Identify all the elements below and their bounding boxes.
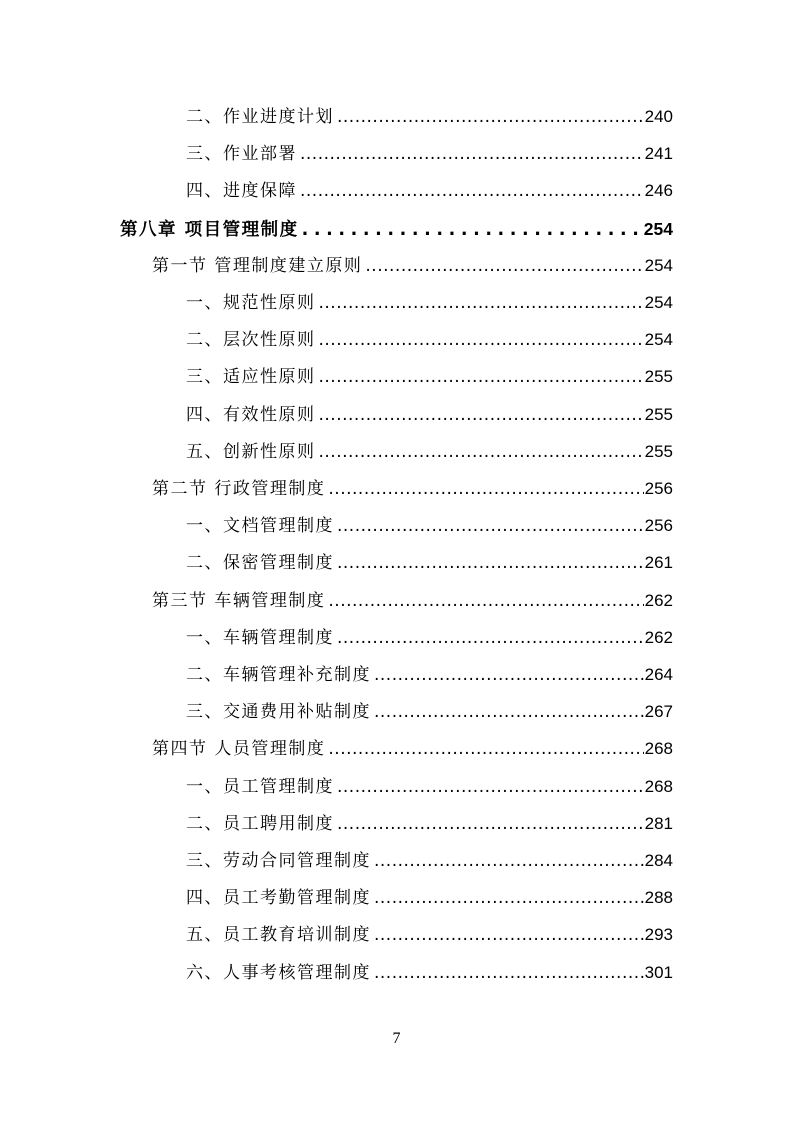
toc-entry-page: 261 — [644, 553, 673, 573]
dot-leader — [374, 920, 644, 950]
toc-entry-page: 284 — [644, 851, 673, 870]
dot-leader — [374, 846, 644, 876]
toc-entry-item[interactable] — [186, 697, 673, 727]
toc-entry-title: 一、员工管理制度 — [186, 776, 334, 797]
toc-entry-item[interactable] — [186, 548, 673, 578]
toc-entry-page: 256 — [644, 516, 673, 536]
toc-entry-chapter[interactable] — [120, 214, 673, 244]
dot-leader — [319, 400, 644, 430]
toc-entry-item[interactable] — [186, 437, 673, 467]
toc-entry-title: 二、作业进度计划 — [186, 107, 334, 127]
dot-leader — [328, 586, 643, 616]
toc-entry-page: 255 — [644, 404, 673, 424]
toc-entry-page: 301 — [644, 962, 673, 982]
toc-entry-page: 293 — [644, 925, 673, 945]
toc-entry-item[interactable] — [186, 772, 673, 802]
dot-leader — [319, 437, 644, 467]
dot-leader — [337, 548, 644, 578]
toc-entry-title: 五、创新性原则 — [186, 441, 316, 462]
dot-leader — [302, 215, 643, 245]
toc-entry-item[interactable] — [186, 362, 673, 392]
toc-entry-title: 第一节 管理制度建立原则 — [152, 255, 363, 276]
toc-entry-item[interactable] — [186, 325, 673, 355]
toc-entry-title: 二、层次性原则 — [186, 330, 316, 351]
toc-entry-title: 四、有效性原则 — [186, 404, 316, 425]
toc-entry-page: 255 — [644, 441, 673, 461]
dot-leader — [300, 176, 644, 206]
toc-entry-item[interactable] — [186, 139, 673, 169]
toc-entry-title: 三、适应性原则 — [186, 367, 316, 388]
toc-entry-section[interactable] — [152, 734, 673, 764]
toc-entry-item[interactable] — [186, 958, 673, 988]
dot-leader — [365, 251, 643, 281]
toc-entry-page: 262 — [644, 590, 673, 610]
dot-leader — [374, 660, 644, 690]
toc-entry-page: 267 — [644, 702, 673, 722]
toc-entry-item[interactable] — [186, 623, 673, 653]
toc-entry-title: 第二节 行政管理制度 — [152, 479, 326, 499]
toc-entry-title: 六、人事考核管理制度 — [186, 962, 371, 983]
dot-leader — [319, 325, 644, 355]
dot-leader — [337, 772, 644, 802]
page-number: 7 — [392, 1030, 401, 1047]
toc-entry-item[interactable] — [186, 883, 673, 913]
dot-leader — [337, 623, 644, 653]
toc-entry-page: 246 — [644, 181, 673, 201]
toc-entry-item[interactable] — [186, 400, 673, 430]
toc-entry-item[interactable] — [186, 288, 673, 318]
toc-entry-page: 255 — [644, 367, 673, 387]
toc-entry-item[interactable] — [186, 102, 673, 132]
toc-entry-page: 254 — [644, 330, 673, 350]
dot-leader — [374, 958, 644, 988]
toc-entry-item[interactable] — [186, 176, 673, 206]
dot-leader — [328, 474, 643, 504]
toc-entry-title: 第八章 项目管理制度 — [120, 219, 299, 240]
toc-entry-item[interactable] — [186, 511, 673, 541]
dot-leader — [328, 734, 643, 764]
toc-entry-item[interactable] — [186, 846, 673, 876]
toc-entry-title: 三、交通费用补贴制度 — [186, 702, 371, 723]
toc-entry-item[interactable] — [186, 809, 673, 839]
toc-entry-item[interactable] — [186, 920, 673, 950]
toc-entry-page: 262 — [644, 627, 673, 647]
toc-entry-page: 241 — [644, 144, 673, 164]
toc-entry-title: 一、文档管理制度 — [186, 516, 334, 537]
toc-entry-title: 第四节 人员管理制度 — [152, 739, 326, 760]
dot-leader — [337, 809, 644, 839]
toc-entry-section[interactable] — [152, 251, 673, 281]
dot-leader — [374, 697, 644, 727]
toc-entry-page: 268 — [644, 776, 673, 796]
toc-entry-page: 281 — [644, 813, 673, 833]
toc-entry-page: 240 — [644, 107, 673, 126]
toc-entry-title: 五、员工教育培训制度 — [186, 925, 371, 946]
toc-entry-page: 256 — [644, 479, 673, 498]
toc-entry-title: 四、员工考勤管理制度 — [186, 888, 371, 909]
toc-entry-page: 264 — [644, 665, 673, 684]
toc-entry-title: 一、规范性原则 — [186, 293, 316, 313]
toc-entry-page: 254 — [643, 218, 673, 239]
dot-leader — [337, 511, 644, 541]
toc-entry-title: 二、保密管理制度 — [186, 553, 334, 574]
toc-entry-title: 三、作业部署 — [186, 144, 297, 165]
toc-entry-item[interactable] — [186, 660, 673, 690]
dot-leader — [319, 288, 644, 318]
toc-entry-title: 一、车辆管理制度 — [186, 627, 334, 648]
toc-entry-title: 二、员工聘用制度 — [186, 813, 334, 834]
toc-entry-title: 第三节 车辆管理制度 — [152, 590, 326, 611]
dot-leader — [374, 883, 644, 913]
toc-entry-title: 三、劳动合同管理制度 — [186, 851, 371, 871]
toc-entry-page: 254 — [644, 293, 673, 312]
toc-entry-title: 四、进度保障 — [186, 181, 297, 202]
toc-entry-section[interactable] — [152, 474, 673, 504]
toc-entry-page: 288 — [644, 888, 673, 908]
dot-leader — [319, 362, 644, 392]
toc-entry-section[interactable] — [152, 586, 673, 616]
toc-entry-page: 254 — [644, 255, 673, 275]
toc-entry-page: 268 — [644, 739, 673, 759]
dot-leader — [300, 139, 644, 169]
dot-leader — [337, 102, 644, 132]
toc-entry-title: 二、车辆管理补充制度 — [186, 665, 371, 685]
